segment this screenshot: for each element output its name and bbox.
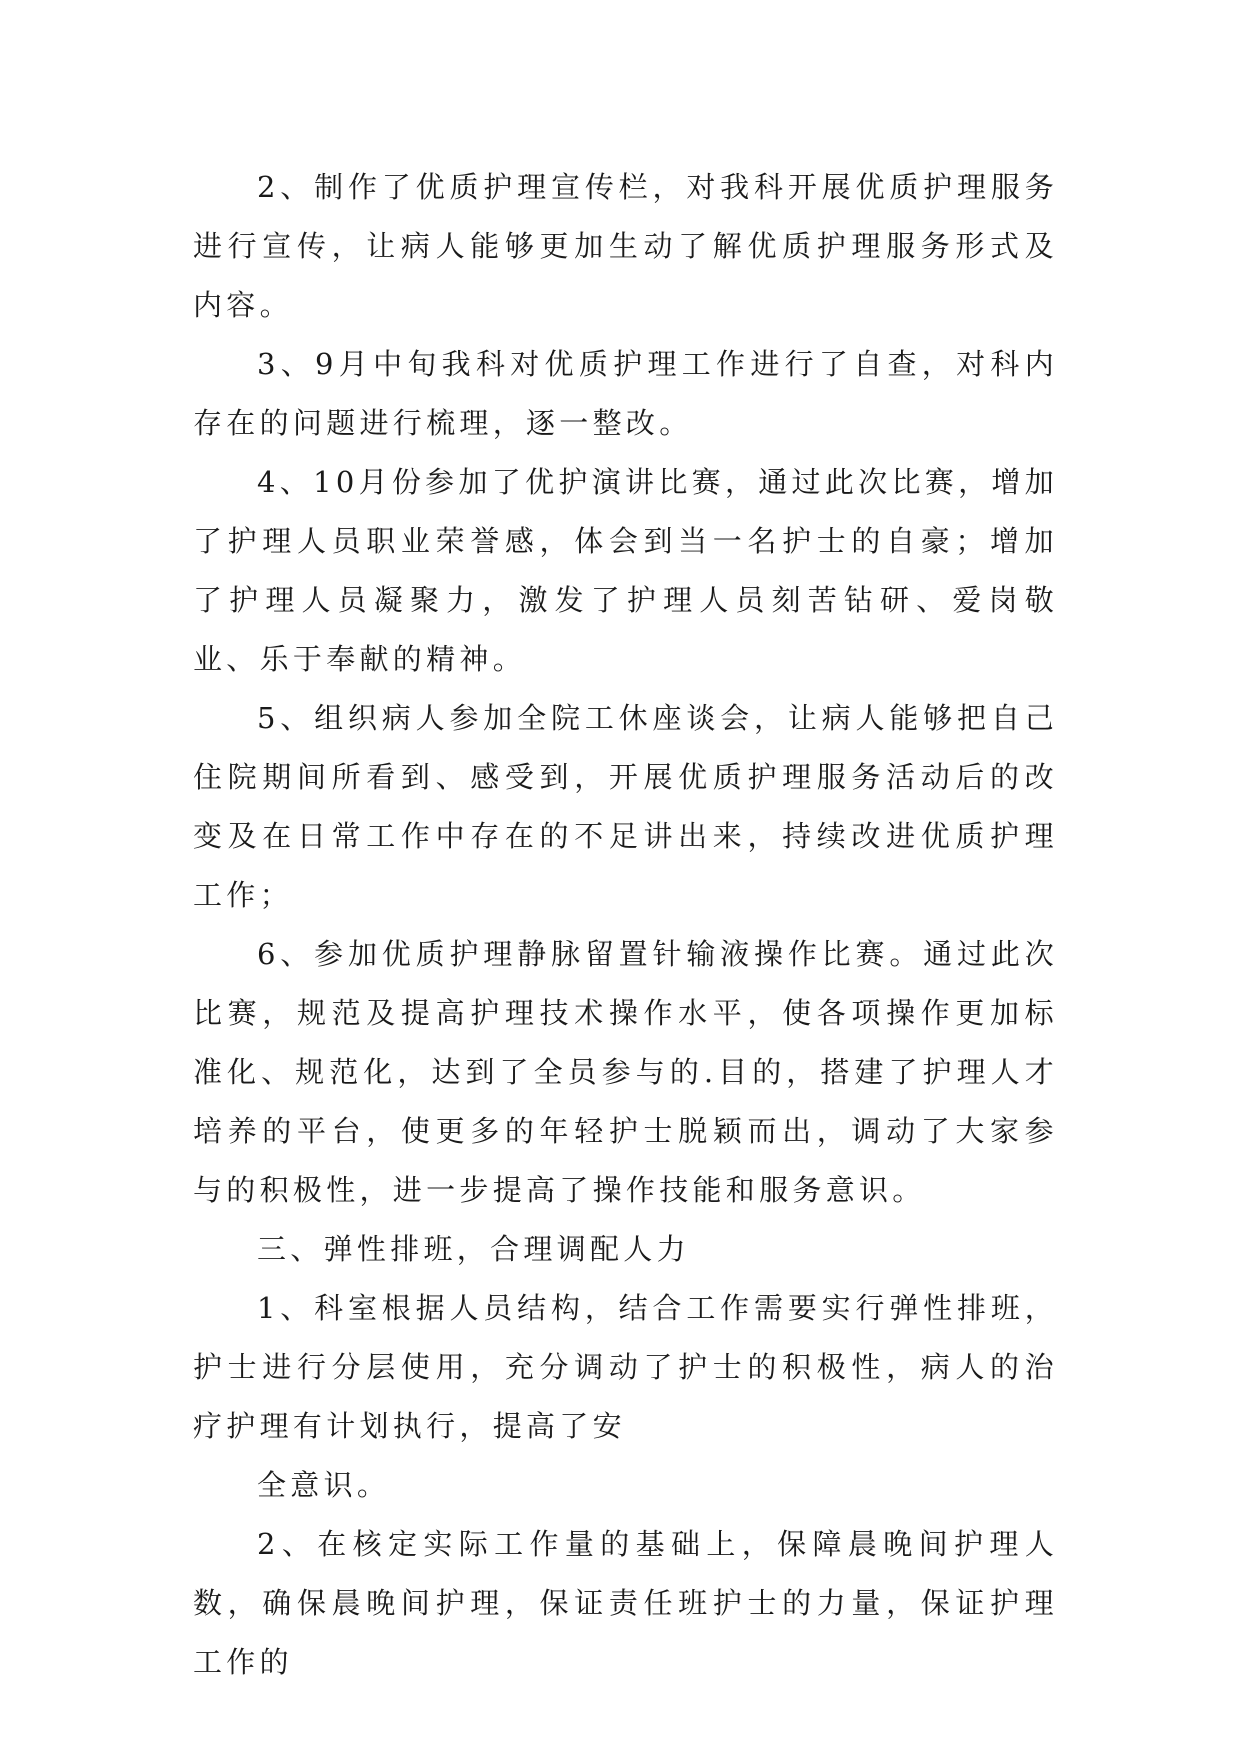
paragraph-item-6-iv-contest: 6、参加优质护理静脉留置针输液操作比赛。通过此次比赛，规范及提高护理技术操作水平，使各项操作更加标准化、规范化，达到了全员参与的.目的，搭建了护理人才培养的平台，使更多的年轻护士脱颖而出，调动了大家参与的积极性，进一步提高了操作技能和服务意识。 (193, 937, 1058, 1207)
paragraph-item-4-speech-contest: 4、10月份参加了优护演讲比赛，通过此次比赛，增加了护理人员职业荣誉感，体会到当一名护士的自豪；增加了护理人员凝聚力，激发了护理人员刻苦钻研、爱岗敬业、乐于奉献的精神。 (193, 465, 1058, 676)
paragraph-item-5-patient-forum: 5、组织病人参加全院工休座谈会，让病人能够把自己住院期间所看到、感受到，开展优质护理服务活动后的改变及在日常工作中存在的不足讲出来，持续改进优质护理工作； (193, 701, 1058, 912)
document-page (193, 158, 1058, 1692)
paragraph-item-3-self-check: 3、9月中旬我科对优质护理工作进行了自查，对科内存在的问题进行梳理，逐一整改。 (193, 347, 1058, 440)
paragraph-item-2-bulletin: 2、制作了优质护理宣传栏，对我科开展优质护理服务进行宣传，让病人能够更加生动了解优质护理服务形式及内容。 (193, 170, 1058, 322)
paragraph-item-1-layered-use: 1、科室根据人员结构，结合工作需要实行弹性排班，护士进行分层使用，充分调动了护士的积极性，病人的治疗护理有计划执行，提高了安 (193, 1291, 1058, 1443)
paragraph-continuation: 全意识。 (257, 1468, 391, 1502)
section-heading-flexible-scheduling: 三、弹性排班，合理调配人力 (257, 1232, 690, 1266)
paragraph-item-2-workload: 2、在核定实际工作量的基础上，保障晨晚间护理人数，确保晨晚间护理，保证责任班护士的力量，保证护理工作的 (193, 1527, 1058, 1679)
